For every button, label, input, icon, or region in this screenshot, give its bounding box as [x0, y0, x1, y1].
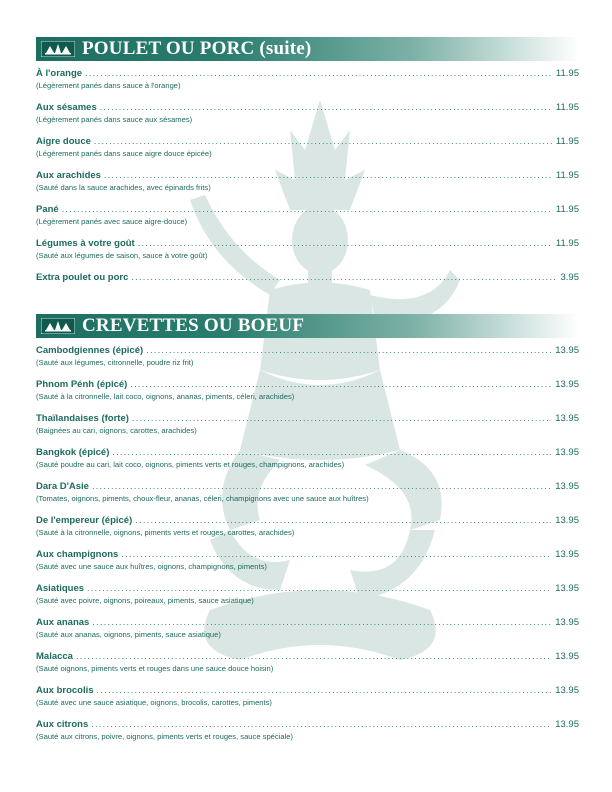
menu-item-name: Aux citrons	[36, 719, 89, 730]
menu-item-line	[36, 684, 579, 697]
menu-item-description: (Sauté aux légumes, citronnelle, poudre riz frit)	[36, 358, 194, 367]
dot-leader	[138, 237, 552, 250]
menu-item-price: 13.95	[555, 345, 579, 356]
dot-leader	[130, 378, 551, 391]
menu-item-price: 3.95	[560, 272, 579, 283]
menu-item-price: 11.95	[555, 204, 579, 215]
menu-item-description: (Sauté à la citronnelle, oignons, piments verts et rouges, carottes, arachides)	[36, 528, 295, 537]
menu-item-name: Aux arachides	[36, 170, 101, 181]
dot-leader	[112, 446, 551, 459]
menu-item-price: 13.95	[555, 515, 579, 526]
dot-leader	[92, 616, 551, 629]
menu-item-line	[36, 271, 579, 284]
menu-item-price: 13.95	[555, 617, 579, 628]
restaurant-logo-icon	[40, 40, 76, 58]
menu-item-line	[36, 582, 579, 595]
menu-item-description: (Sauté avec une sauce asiatique, oignons, brocolis, carottes, piments)	[36, 698, 272, 707]
menu-item-price: 13.95	[555, 583, 579, 594]
menu-item-description: (Légèrement panés dans sauce aigre douce épicée)	[36, 149, 212, 158]
menu-item-name: Asiatiques	[36, 583, 85, 594]
dot-leader	[146, 344, 551, 357]
menu-item-name: Aux champignons	[36, 549, 119, 560]
menu-item-line	[36, 616, 579, 629]
menu-item-line	[36, 237, 579, 250]
menu-item-line	[36, 169, 579, 182]
dot-leader	[87, 582, 551, 595]
menu-item-name: Dara D'Asie	[36, 481, 89, 492]
menu-item-name: Aux ananas	[36, 617, 90, 628]
menu-item-price: 11.95	[555, 136, 579, 147]
menu-item-name: Thaïlandaises (forte)	[36, 413, 129, 424]
menu-item-name: Pané	[36, 204, 59, 215]
menu-item	[36, 514, 579, 548]
menu-item-name: Bangkok (épicé)	[36, 447, 110, 458]
menu-item-description: (Tomates, oignons, piments, choux-fleur, ananas, céleri, champignons avec une sauce aux huîtres)	[36, 494, 369, 503]
dot-leader	[62, 203, 552, 216]
section-title: POULET OU PORC (suite)	[82, 38, 312, 59]
menu-item	[36, 582, 579, 616]
menu-item-price: 13.95	[555, 447, 579, 458]
menu-item-price: 13.95	[555, 651, 579, 662]
menu-item-line	[36, 718, 579, 731]
menu-item-price: 11.95	[555, 102, 579, 113]
menu-item-line	[36, 135, 579, 148]
menu-item-price: 13.95	[555, 379, 579, 390]
menu-item-list	[36, 344, 579, 752]
section-banner	[36, 37, 579, 61]
menu-item-description: (Sauté oignons, piments verts et rouges dans une sauce douce hoisin)	[36, 664, 274, 673]
menu-item-name: Aux brocolis	[36, 685, 94, 696]
menu-item	[36, 616, 579, 650]
menu-item	[36, 548, 579, 582]
menu-item-line	[36, 412, 579, 425]
menu-item-line	[36, 378, 579, 391]
menu-item-name: Phnom Pénh (épicé)	[36, 379, 128, 390]
dot-leader	[131, 271, 556, 284]
dot-leader	[85, 67, 552, 80]
restaurant-logo-icon	[40, 317, 76, 335]
menu-item-name: Légumes à votre goût	[36, 238, 135, 249]
dot-leader	[76, 650, 551, 663]
dot-leader	[91, 718, 551, 731]
menu-item-description: (Sauté poudre au cari, lait coco, oignons, piments verts et rouges, champignons, arachides)	[36, 460, 345, 469]
menu-item-line	[36, 480, 579, 493]
menu-item-name: Extra poulet ou porc	[36, 272, 129, 283]
menu-item	[36, 650, 579, 684]
menu-item-price: 13.95	[555, 685, 579, 696]
section-poulet-ou-porc	[36, 37, 579, 305]
menu-item-name: Malacca	[36, 651, 73, 662]
dot-leader	[135, 514, 551, 527]
menu-item-description: (Sauté aux ananas, oignons, piments, sauce asiatique)	[36, 630, 221, 639]
menu-item-description: (Baignées au cari, oignons, carottes, arachides)	[36, 426, 197, 435]
menu-item	[36, 684, 579, 718]
menu-item-description: (Sauté dans la sauce arachides, avec épinards frits)	[36, 183, 211, 192]
menu-item	[36, 271, 579, 305]
menu-item	[36, 446, 579, 480]
menu-item	[36, 67, 579, 101]
menu-item	[36, 237, 579, 271]
menu-item	[36, 718, 579, 752]
menu-item-price: 11.95	[555, 68, 579, 79]
menu-item-line	[36, 203, 579, 216]
menu-item	[36, 203, 579, 237]
dot-leader	[104, 169, 552, 182]
dot-leader	[121, 548, 551, 561]
menu-item-description: (Sauté aux citrons, poivre, oignons, piments verts et rouges, sauce spéciale)	[36, 732, 294, 741]
menu-item-line	[36, 514, 579, 527]
menu-item-line	[36, 67, 579, 80]
menu-item-name: Cambodgiennes (épicé)	[36, 345, 144, 356]
menu-item-list	[36, 67, 579, 305]
menu-item-line	[36, 650, 579, 663]
menu-item	[36, 480, 579, 514]
menu-item-description: (Sauté avec poivre, oignons, poireaux, piments, sauce asiatique)	[36, 596, 254, 605]
menu-item-description: (Sauté avec une sauce aux huîtres, oignons, champignons, piments)	[36, 562, 267, 571]
menu-item-price: 11.95	[555, 170, 579, 181]
menu-item-price: 13.95	[555, 481, 579, 492]
menu-item-price: 13.95	[555, 549, 579, 560]
menu-item-description: (Sauté à la citronnelle, lait coco, oignons, ananas, piments, céleri, arachides)	[36, 392, 295, 401]
dot-leader	[94, 135, 552, 148]
menu-item-line	[36, 101, 579, 114]
menu-item-name: Aigre douce	[36, 136, 91, 147]
dot-leader	[132, 412, 551, 425]
menu-item-description: (Légèrement panés dans sauce à l'orange)	[36, 81, 181, 90]
menu-item	[36, 169, 579, 203]
menu-item	[36, 344, 579, 378]
menu-item-price: 13.95	[555, 413, 579, 424]
menu-item	[36, 378, 579, 412]
dot-leader	[100, 101, 552, 114]
section-title: CREVETTES OU BOEUF	[82, 315, 305, 336]
menu-item-name: De l'empereur (épicé)	[36, 515, 133, 526]
menu-item-line	[36, 548, 579, 561]
menu-item-description: (Sauté aux légumes de saison, sauce à votre goût)	[36, 251, 208, 260]
menu-item-line	[36, 344, 579, 357]
menu-item-price: 13.95	[555, 719, 579, 730]
dot-leader	[92, 480, 551, 493]
menu-item	[36, 101, 579, 135]
menu-item-name: Aux sésames	[36, 102, 97, 113]
menu-item	[36, 412, 579, 446]
menu-item-name: À l'orange	[36, 68, 83, 79]
menu-item-description: (Légèrement panés dans sauce aux sésames)	[36, 115, 193, 124]
menu-item-price: 11.95	[555, 238, 579, 249]
section-banner	[36, 314, 579, 338]
menu-item-line	[36, 446, 579, 459]
menu-item	[36, 135, 579, 169]
section-crevettes-ou-boeuf	[36, 314, 579, 752]
menu-item-description: (Légèrement panés avec sauce aigre-douce)	[36, 217, 188, 226]
dot-leader	[97, 684, 552, 697]
